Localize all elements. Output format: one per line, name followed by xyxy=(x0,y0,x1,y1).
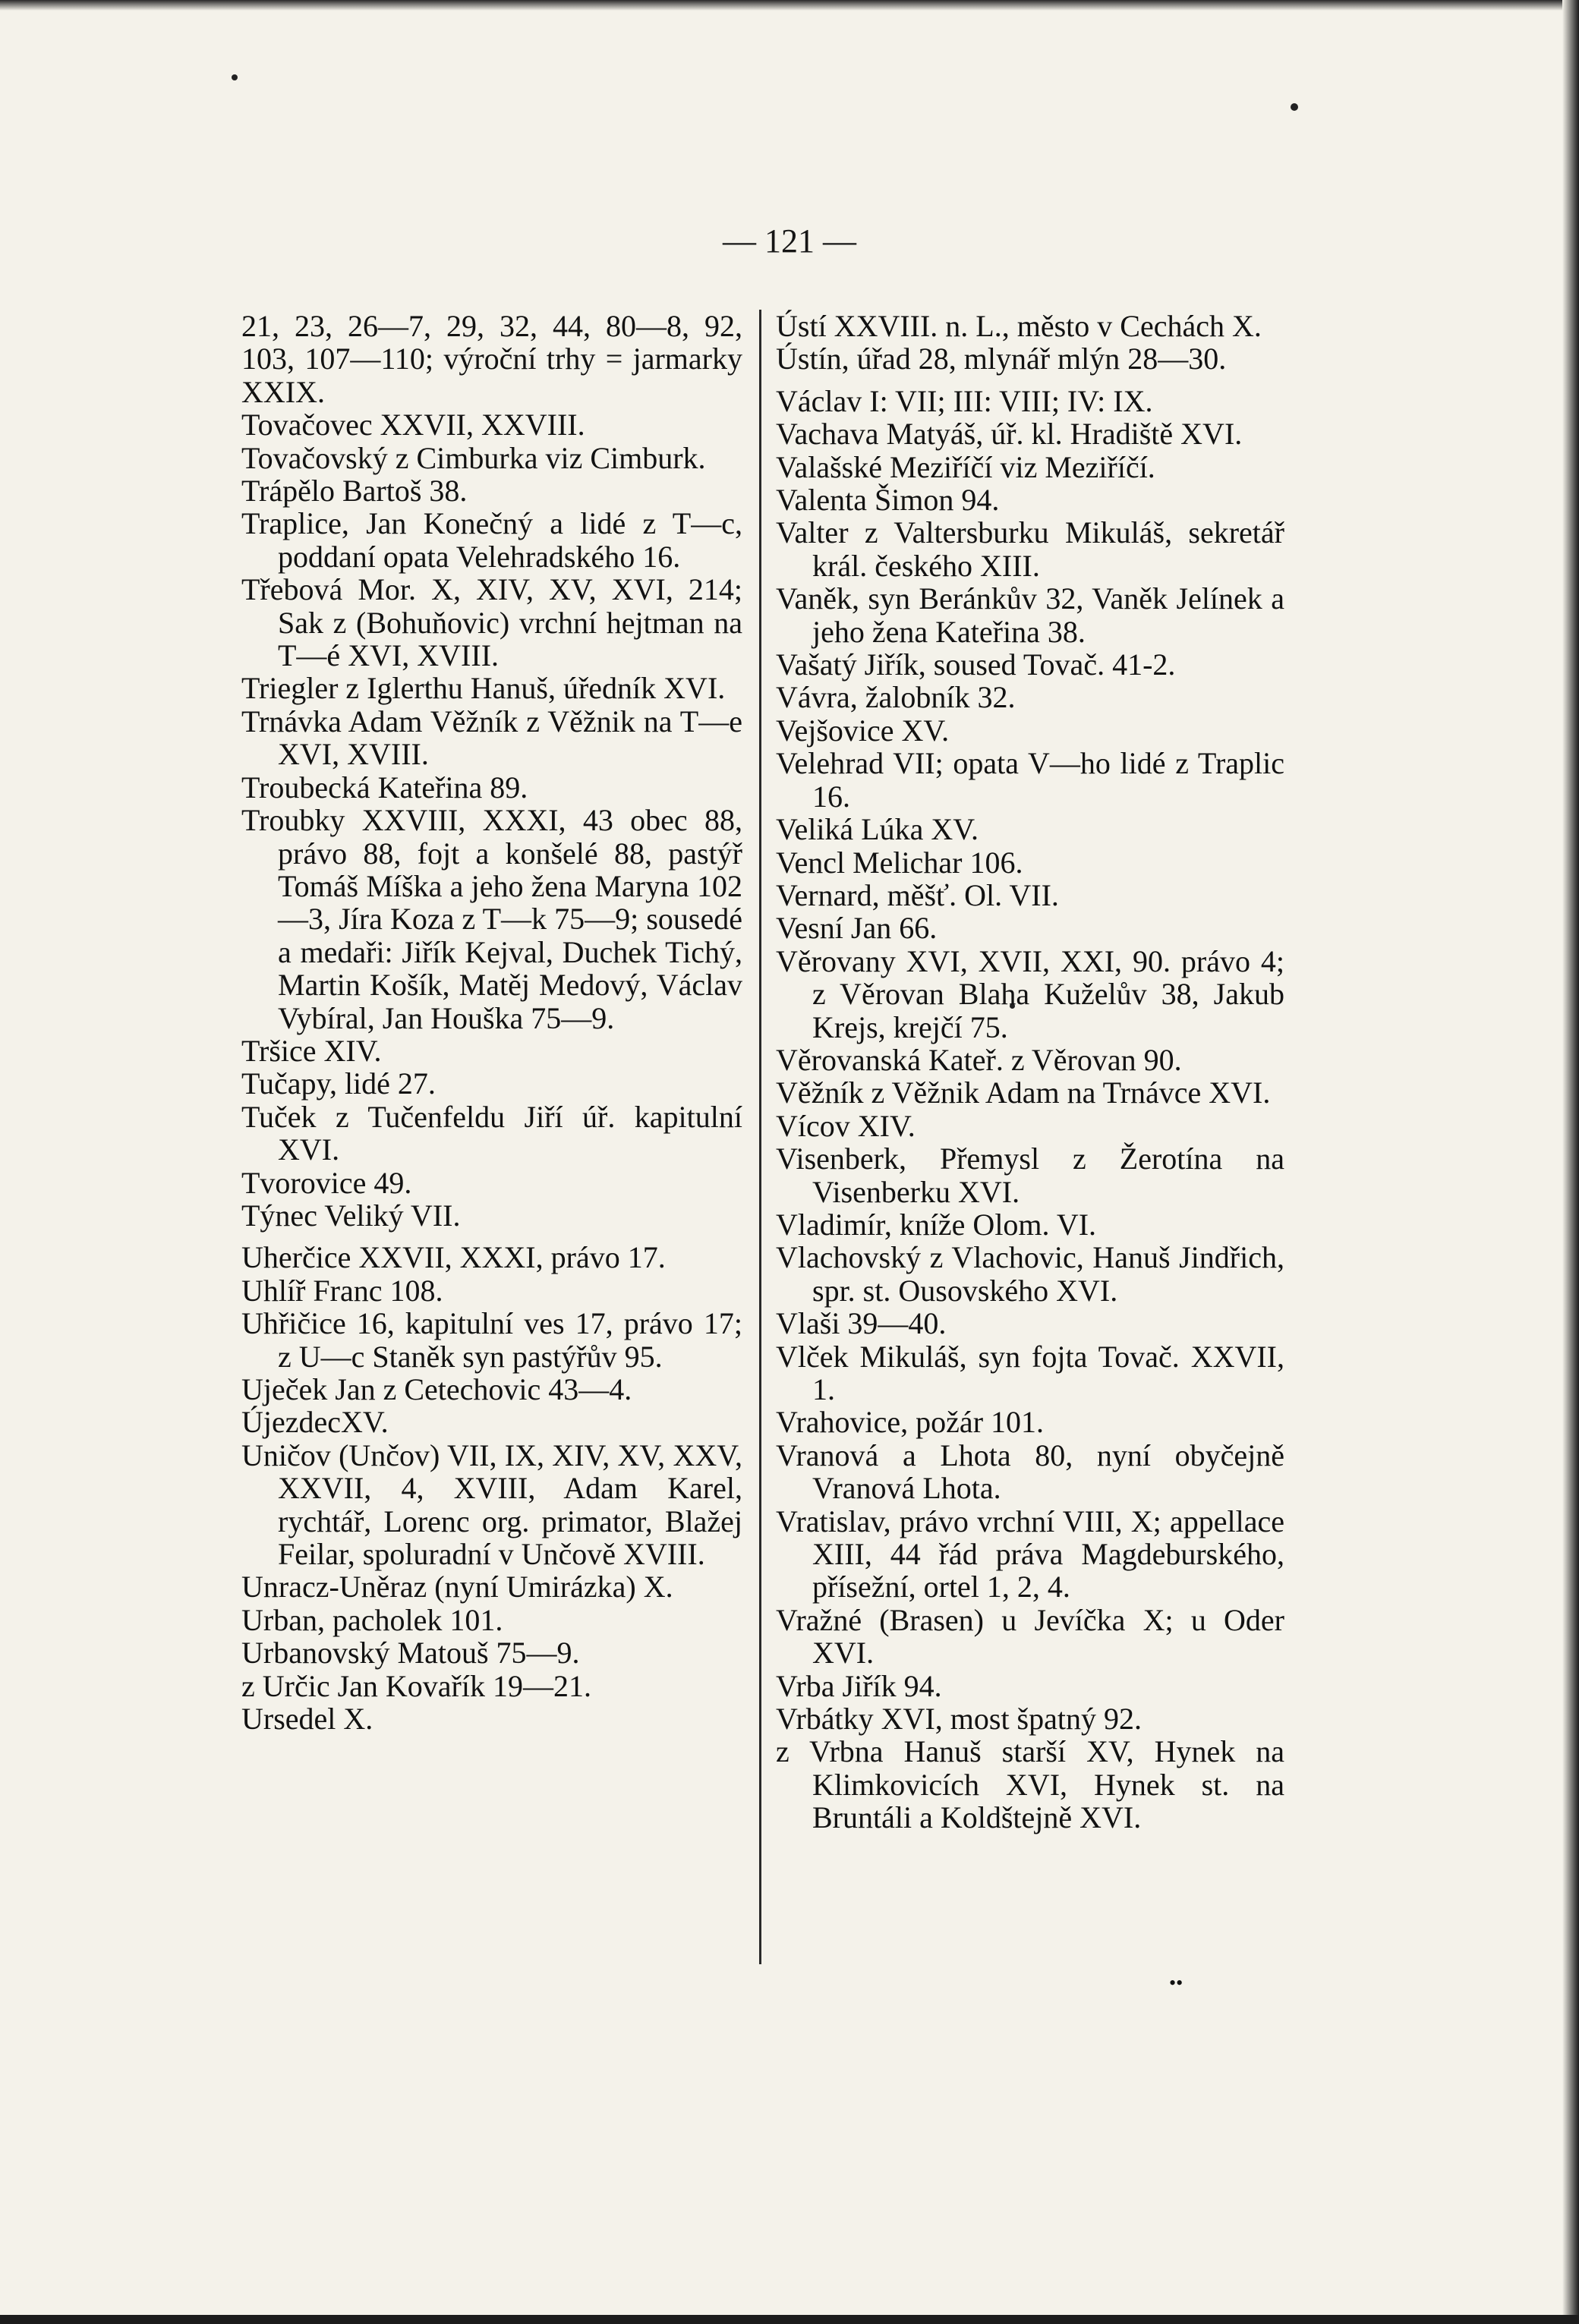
index-entry: Uničov (Unčov) VII, IX, XIV, XV, XXV, XXVII, 4, XVIII, Adam Karel, rychtář, Lorenc org. primator, Blažej Feilar, spoluradní v Unčově XVIII. xyxy=(241,1438,742,1572)
scan-edge-right xyxy=(1562,0,1579,2324)
index-entry: Věžník z Věžnik Adam na Trnávce XVI. xyxy=(776,1075,1271,1110)
index-entry: Vlček Mikuláš, syn fojta Tovač. XXVII, 1. xyxy=(776,1339,1284,1406)
index-entry: Trnávka Adam Věžník z Věžnik na T—e XVI, XVIII. xyxy=(241,704,742,772)
index-entry: Vranová a Lhota 80, nyní obyčejně Vranová Lhota. xyxy=(776,1438,1284,1506)
index-entry: Urbanovský Matouš 75—9. xyxy=(241,1636,580,1671)
scan-edge-top xyxy=(0,0,1579,11)
index-entry: z Vrbna Hanuš starší XV, Hynek na Klimkovicích XVI, Hynek st. na Bruntáli a Koldštejně XVI. xyxy=(776,1734,1284,1835)
index-entry: Věrovany XVI, XVII, XXI, 90. právo 4; z Věrovan Blaha Kuželův 38, Jakub Krejs, krejčí 75. xyxy=(776,943,1284,1044)
scan-speck xyxy=(1291,103,1298,111)
index-entry: Tršice XIV. xyxy=(241,1033,382,1068)
page-number: — 121 — xyxy=(723,222,856,260)
index-entry: Vladimír, kníže Olom. VI. xyxy=(776,1207,1097,1242)
index-entry: Triegler z Iglerthu Hanuš, úředník XVI. xyxy=(241,671,726,706)
index-entry: Urban, pacholek 101. xyxy=(241,1602,503,1637)
index-entry: Uhřičice 16, kapitulní ves 17, právo 17; z U—c Staněk syn pastýřův 95. xyxy=(241,1306,742,1374)
index-entry: Ústí XXVIII. n. L., město v Cechách X. xyxy=(776,309,1262,343)
index-entry: Valenta Šimon 94. xyxy=(776,483,1000,518)
index-entry: Vícov XIV. xyxy=(776,1108,916,1143)
index-entry: Tovačovský z Cimburka viz Cimburk. xyxy=(241,440,706,475)
index-entry: Vašatý Jiřík, soused Tovač. 41-2. xyxy=(776,647,1176,682)
index-entry: Troubecká Kateřina 89. xyxy=(241,770,528,805)
index-entry: Valter z Valtersburku Mikuláš, sekretář král. českého XIII. xyxy=(776,515,1284,583)
index-entry: Troubky XXVIII, XXXI, 43 obec 88, právo 88, fojt a konšelé 88, pastýř Tomáš Míška a jeho žena Maryna 102—3, Jíra Koza z T—k 75—9; sousedé a medaři: Jiřík Kejval, Duchek Tichý, Martin Košík, Matěj Medový, Václav Vybíral, Jan Houška 75—9. xyxy=(241,803,742,1035)
index-entry: ÚjezdecXV. xyxy=(241,1405,389,1440)
index-entry: Vrbátky XVI, most špatný 92. xyxy=(776,1702,1142,1737)
index-entry: 21, 23, 26—7, 29, 32, 44, 80—8, 92, 103, 107—110; výroční trhy = jarmarky XXIX. xyxy=(241,309,742,409)
index-entry: Vencl Melichar 106. xyxy=(776,845,1023,880)
index-entry: Věrovanská Kateř. z Věrovan 90. xyxy=(776,1042,1182,1077)
index-entry: Vachava Matyáš, úř. kl. Hradiště XVI. xyxy=(776,417,1243,452)
index-entry: Valašské Meziříčí viz Meziříčí. xyxy=(776,449,1155,484)
index-column-left xyxy=(241,310,742,1735)
index-entry: Vernard, měšť. Ol. VII. xyxy=(776,877,1059,912)
index-entry: Uherčice XXVII, XXXI, právo 17. xyxy=(241,1240,666,1275)
index-column-right xyxy=(776,310,1284,1834)
index-entry: Veliká Lúka XV. xyxy=(776,812,979,847)
index-entry: Třebová Mor. X, XIV, XV, XVI, 214; Sak z (Bohuňovic) vrchní hejtman na T—é XVI, XVIII. xyxy=(241,572,742,673)
index-entry: Vlaši 39—40. xyxy=(776,1306,947,1341)
index-entry: Vlachovský z Vlachovic, Hanuš Jindřich, spr. st. Ousovského XVI. xyxy=(776,1240,1284,1308)
index-entry: Vaněk, syn Beránkův 32, Vaněk Jelínek a jeho žena Kateřina 38. xyxy=(776,581,1284,649)
index-entry: Týnec Veliký VII. xyxy=(241,1198,461,1233)
index-entry: Uječek Jan z Cetechovic 43—4. xyxy=(241,1372,632,1406)
index-entry: Velehrad VII; opata V—ho lidé z Traplic 16. xyxy=(776,746,1284,814)
index-entry: Traplice, Jan Konečný a lidé z T—c, poddaní opata Velehradského 16. xyxy=(241,506,742,574)
index-entry: Vrba Jiřík 94. xyxy=(776,1668,942,1703)
index-entry: Tuček z Tučenfeldu Jiří úř. kapitulní XVI. xyxy=(241,1099,742,1167)
index-entry: Vejšovice XV. xyxy=(776,713,950,748)
index-entry: Vražné (Brasen) u Jevíčka X; u Oder XVI. xyxy=(776,1602,1284,1671)
index-entry: Ursedel X. xyxy=(241,1702,373,1737)
index-entry: Visenberk, Přemysl z Žerotína na Visenberku XVI. xyxy=(776,1142,1284,1209)
index-entry: Vratislav, právo vrchní VIII, X; appellace XIII, 44 řád práva Magdeburského, přísežní, ortel 1, 2, 4. xyxy=(776,1504,1284,1604)
index-entry: Vrahovice, požár 101. xyxy=(776,1405,1045,1440)
scan-speck xyxy=(232,74,238,80)
index-entry: Unracz-Uněraz (nyní Umirázka) X. xyxy=(241,1570,673,1604)
index-entry: Vávra, žalobník 32. xyxy=(776,680,1016,715)
index-entry: Uhlíř Franc 108. xyxy=(241,1273,443,1308)
scan-edge-bottom xyxy=(0,2315,1579,2324)
index-entry: Tučapy, lidé 27. xyxy=(241,1066,436,1101)
index-entry: Tovačovec XXVII, XXVIII. xyxy=(241,408,585,442)
index-entry: Václav I: VII; III: VIII; IV: IX. xyxy=(776,383,1153,418)
index-entry: Tvorovice 49. xyxy=(241,1165,412,1200)
index-entry: Vesní Jan 66. xyxy=(776,911,938,946)
column-divider xyxy=(759,310,761,1964)
index-entry: Ústín, úřad 28, mlynář mlýn 28—30. xyxy=(776,342,1227,376)
index-entry: Trápělo Bartoš 38. xyxy=(241,474,468,509)
end-ornament: •• xyxy=(1169,1972,1183,1994)
index-entry: z Určic Jan Kovařík 19—21. xyxy=(241,1668,591,1703)
